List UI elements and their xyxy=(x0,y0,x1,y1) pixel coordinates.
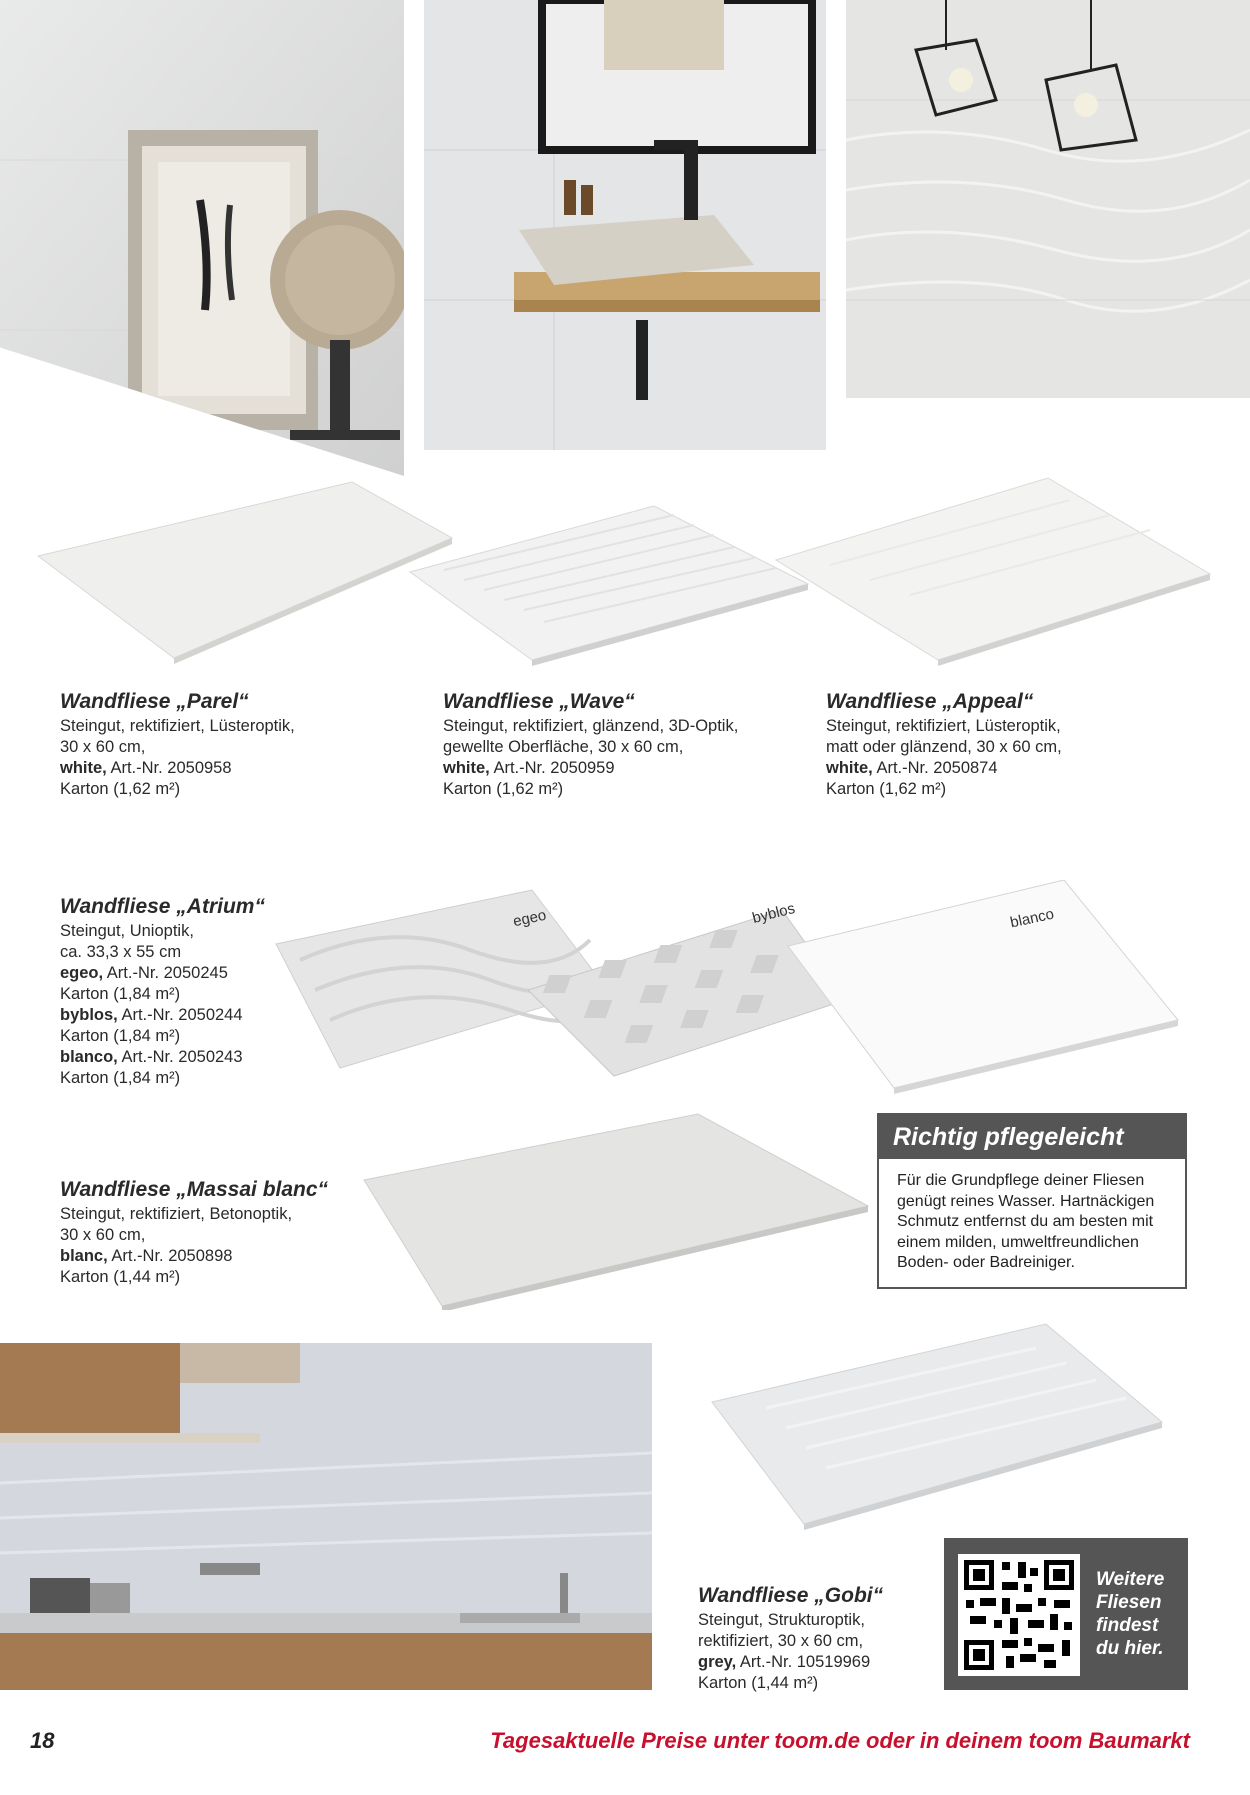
care-line: Boden- oder Badreiniger. xyxy=(897,1254,1075,1271)
product-color: white, xyxy=(443,759,490,777)
product-size: 30 x 60 cm, xyxy=(60,738,146,756)
product-title: Wandfliese „Appeal“ xyxy=(826,690,1034,713)
product-karton: Karton (1,62 m²) xyxy=(443,780,564,798)
variant-karton: Karton (1,84 m²) xyxy=(60,1027,181,1045)
tile-wave xyxy=(404,500,824,670)
tile-parel xyxy=(30,478,460,678)
photo-gobi-kitchen xyxy=(0,1343,652,1690)
qr-code[interactable] xyxy=(958,1554,1080,1676)
care-line: Schmutz entfernst du am besten mit xyxy=(897,1213,1154,1230)
page-number: 18 xyxy=(30,1728,55,1753)
care-heading: Richtig pflegeleicht xyxy=(879,1115,1185,1159)
product-artnr: Art.-Nr. 2050958 xyxy=(110,759,232,777)
qr-line: Weitere xyxy=(1096,1569,1165,1590)
product-karton: Karton (1,44 m²) xyxy=(60,1268,181,1286)
tile-label-byblos: byblos xyxy=(750,900,797,927)
product-size: 30 x 60 cm, xyxy=(60,1226,146,1244)
tile-label-blanco: blanco xyxy=(1008,905,1056,932)
product-karton: Karton (1,62 m²) xyxy=(60,780,181,798)
product-title: Wandfliese „Massai blanc“ xyxy=(60,1178,329,1201)
product-desc: Steingut, Strukturoptik, xyxy=(698,1611,865,1629)
product-karton: Karton (1,62 m²) xyxy=(826,780,947,798)
product-desc: Steingut, Unioptik, xyxy=(60,922,194,940)
qr-promo-box[interactable] xyxy=(944,1538,1188,1690)
product-artnr: Art.-Nr. 10519969 xyxy=(739,1653,871,1671)
qr-line: Fliesen xyxy=(1096,1592,1162,1613)
tile-gobi xyxy=(706,1318,1166,1538)
tile-label-egeo: egeo xyxy=(511,906,548,931)
product-desc: Steingut, rektifiziert, Betonoptik, xyxy=(60,1205,293,1223)
product-color: white, xyxy=(60,759,107,777)
care-line: genügt reines Wasser. Hartnäckigen xyxy=(897,1192,1155,1210)
variant-artnr: Art.-Nr. 2050243 xyxy=(121,1048,243,1066)
variant-color: egeo, xyxy=(60,964,104,982)
variant-color: byblos, xyxy=(60,1006,118,1024)
product-desc: Steingut, rektifiziert, glänzend, 3D-Optik, xyxy=(443,717,739,735)
tile-massai xyxy=(360,1110,880,1310)
care-info-box xyxy=(877,1113,1187,1289)
product-desc: Steingut, rektifiziert, Lüsteroptik, xyxy=(826,717,1061,735)
footer-tagline[interactable]: Tagesaktuelle Preise unter toom.de oder in deinem toom Baumarkt xyxy=(490,1728,1190,1753)
qr-text xyxy=(1096,1568,1164,1660)
variant-color: blanco, xyxy=(60,1048,118,1066)
variant-artnr: Art.-Nr. 2050245 xyxy=(106,964,228,982)
product-karton: Karton (1,44 m²) xyxy=(698,1674,819,1692)
product-color: grey, xyxy=(698,1653,737,1671)
tile-atrium-blanco xyxy=(784,880,1194,1100)
qr-line: findest xyxy=(1096,1615,1159,1636)
care-line: Für die Grundpflege deiner Fliesen xyxy=(897,1172,1145,1189)
product-title: Wandfliese „Wave“ xyxy=(443,690,635,713)
product-artnr: Art.-Nr. 2050959 xyxy=(493,759,615,777)
photo-wave-bathroom xyxy=(424,0,826,450)
variant-karton: Karton (1,84 m²) xyxy=(60,985,181,1003)
variant-artnr: Art.-Nr. 2050244 xyxy=(121,1006,243,1024)
product-title: Wandfliese „Gobi“ xyxy=(698,1584,884,1607)
product-atrium xyxy=(60,895,265,1089)
care-text xyxy=(879,1159,1185,1274)
product-size: rektifiziert, 30 x 60 cm, xyxy=(698,1632,864,1650)
product-appeal xyxy=(826,690,1062,800)
product-color: blanc, xyxy=(60,1247,108,1265)
product-size: gewellte Oberfläche, 30 x 60 cm, xyxy=(443,738,684,756)
product-massai xyxy=(60,1178,328,1288)
photo-parel-room xyxy=(0,0,404,476)
product-artnr: Art.-Nr. 2050874 xyxy=(876,759,998,777)
tile-appeal xyxy=(770,470,1220,670)
product-gobi xyxy=(698,1584,883,1694)
photo-appeal-wall xyxy=(846,0,1250,398)
product-parel xyxy=(60,690,295,800)
product-size: matt oder glänzend, 30 x 60 cm, xyxy=(826,738,1062,756)
product-color: white, xyxy=(826,759,873,777)
product-size: ca. 33,3 x 55 cm xyxy=(60,943,182,961)
qr-line: du hier. xyxy=(1096,1638,1164,1659)
product-artnr: Art.-Nr. 2050898 xyxy=(111,1247,233,1265)
care-line: einem milden, umweltfreundlichen xyxy=(897,1233,1139,1251)
product-title: Wandfliese „Atrium“ xyxy=(60,895,265,918)
variant-karton: Karton (1,84 m²) xyxy=(60,1069,181,1087)
product-desc: Steingut, rektifiziert, Lüsteroptik, xyxy=(60,717,295,735)
product-title: Wandfliese „Parel“ xyxy=(60,690,249,713)
product-wave xyxy=(443,690,738,800)
